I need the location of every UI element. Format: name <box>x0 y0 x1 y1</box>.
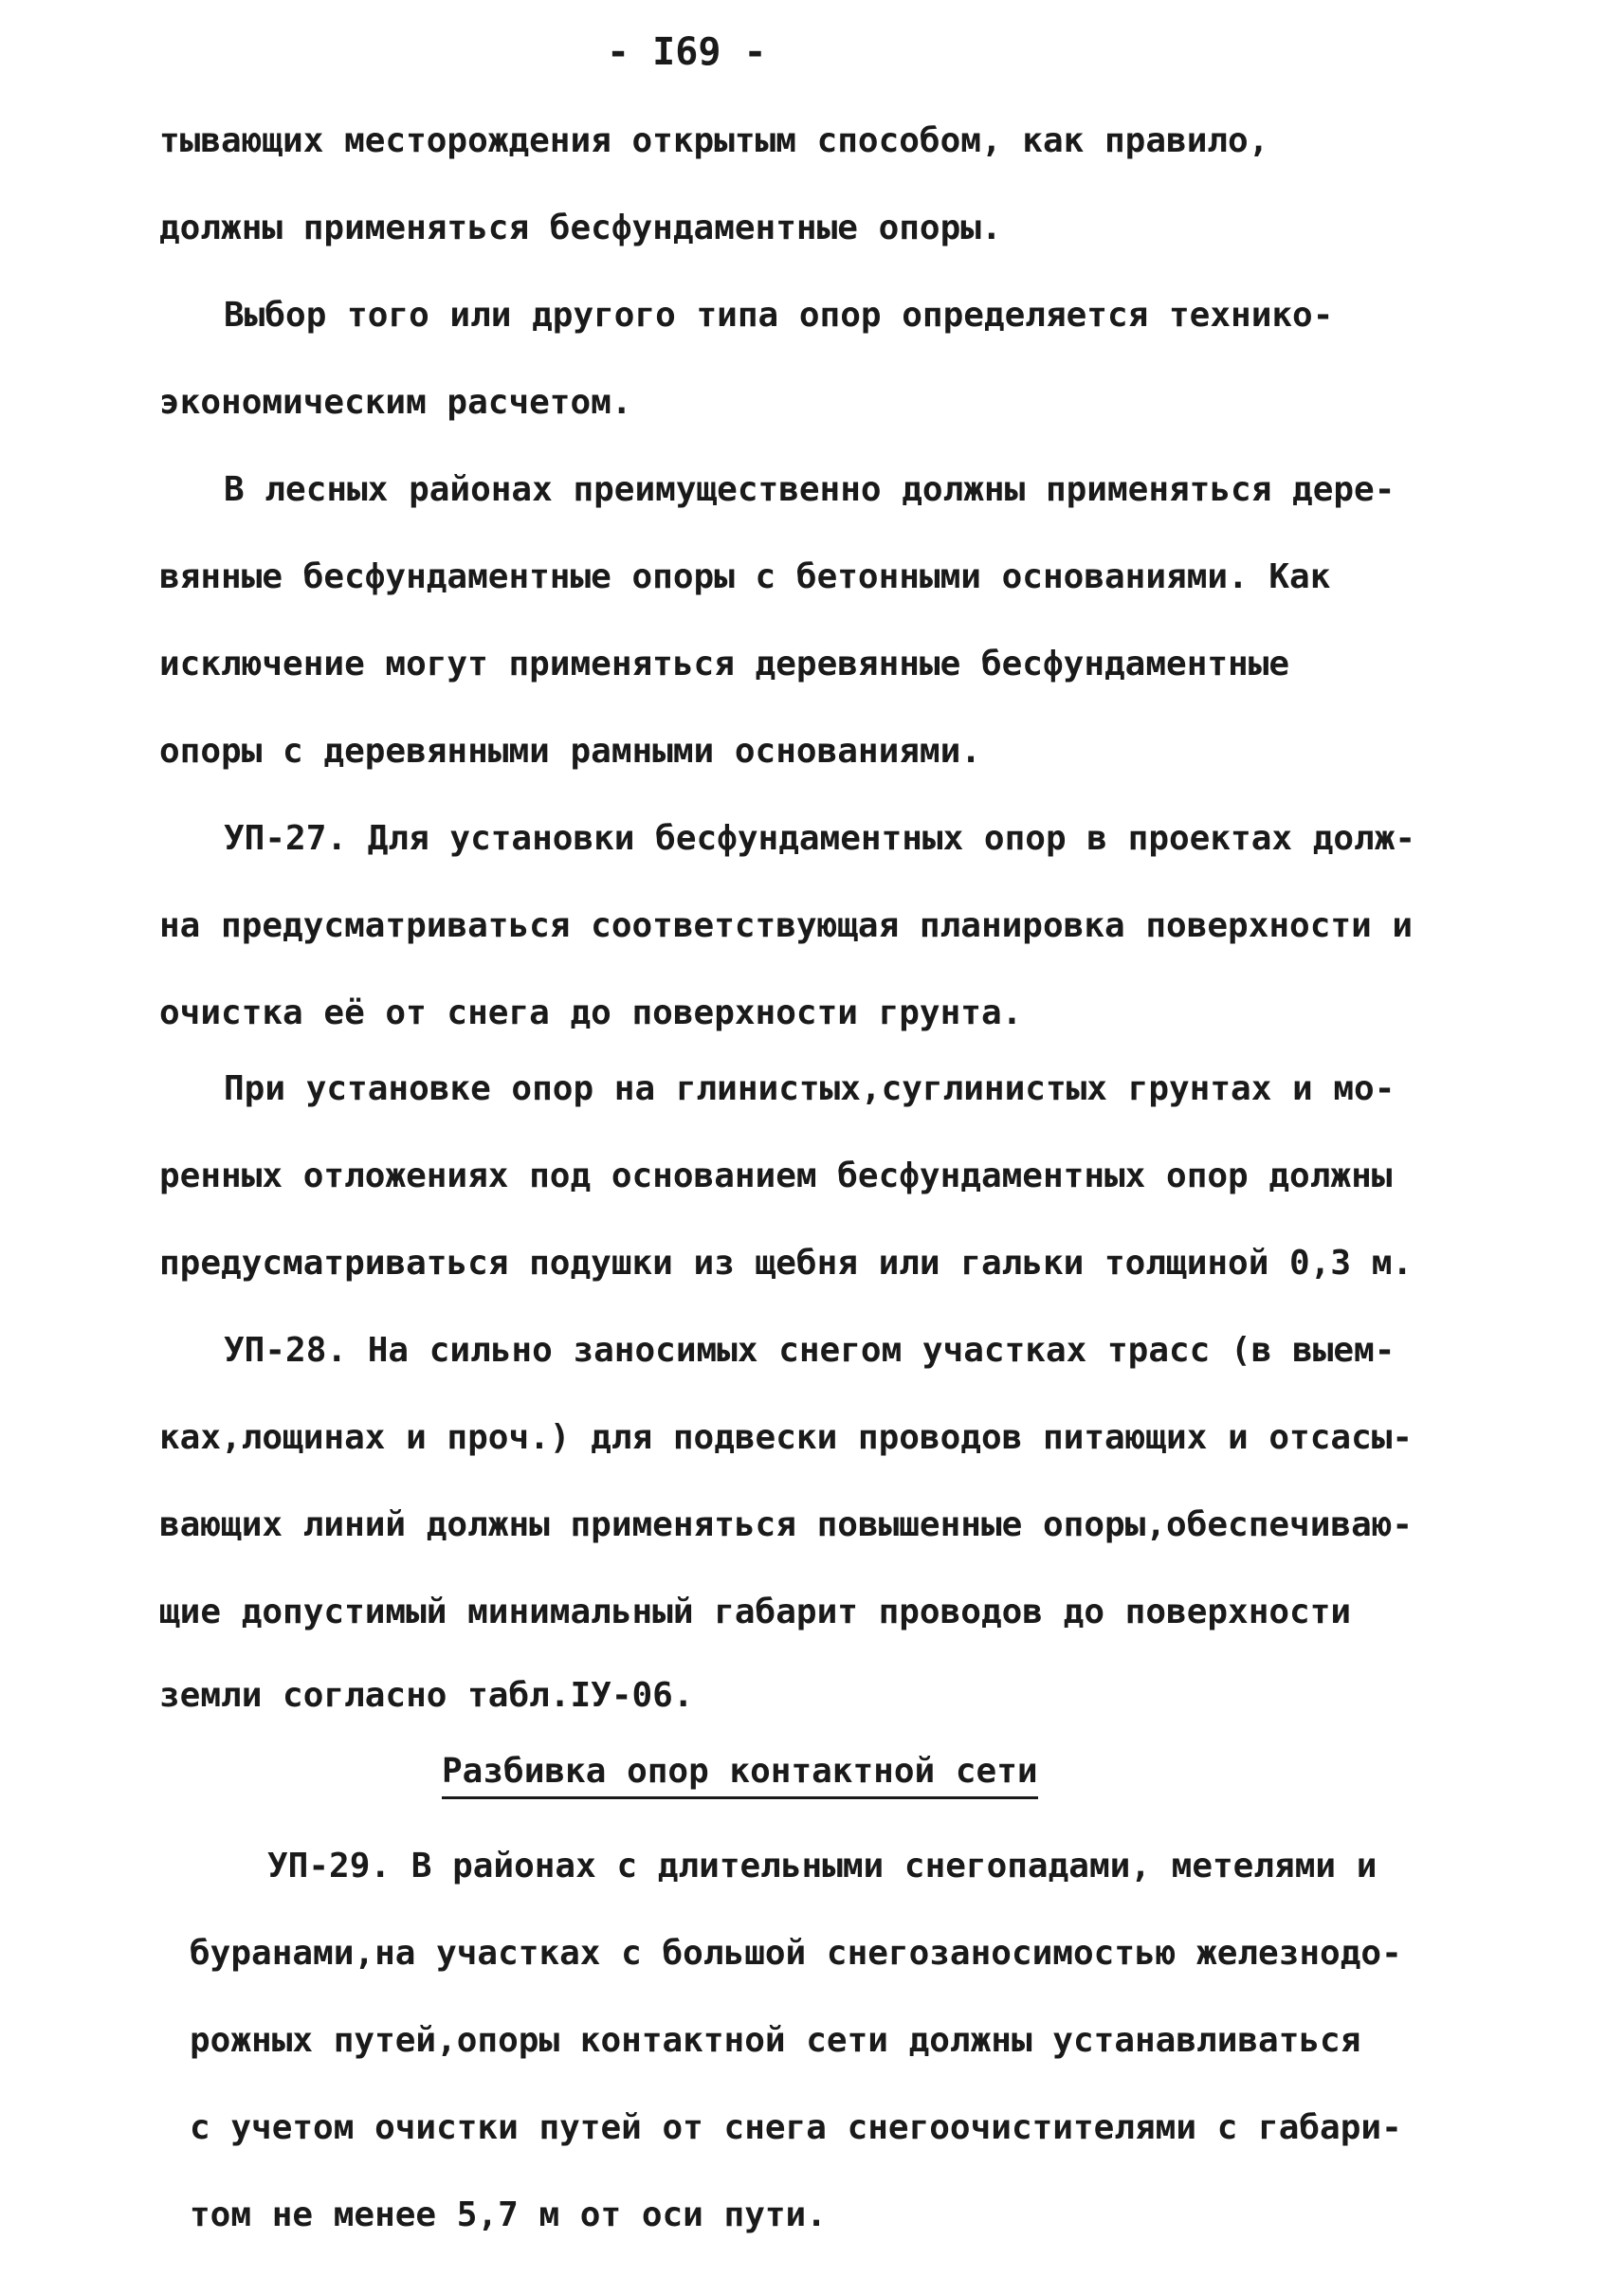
text-line: вянные бесфундаментные опоры с бетонными основаниями. Как <box>159 557 1331 596</box>
text-line: экономическим расчетом. <box>159 383 632 422</box>
text-line: рожных путей,опоры контактной сети должны устанавливаться <box>190 2021 1361 2060</box>
text-line: ренных отложениях под основанием бесфундаментных опор должны <box>159 1157 1393 1195</box>
text-line: При установке опор на глинистых,суглинистых грунтах и мо- <box>224 1069 1396 1108</box>
section-heading: Разбивка опор контактной сети <box>442 1752 1038 1799</box>
text-line: вающих линий должны применяться повышенные опоры,обеспечиваю- <box>159 1505 1414 1544</box>
text-line: УП-27. Для установки бесфундаментных опор в проектах долж- <box>224 819 1416 858</box>
text-line: том не менее 5,7 м от оси пути. <box>190 2195 827 2234</box>
text-line: должны применяться бесфундаментные опоры. <box>159 209 1002 247</box>
text-line: буранами,на участках с большой снегозаносимостью железнодо- <box>190 1934 1402 1973</box>
text-line: предусматриваться подушки из щебня или гальки толщиной 0,3 м. <box>159 1244 1414 1283</box>
text-line: щие допустимый минимальный габарит проводов до поверхности <box>159 1593 1352 1631</box>
text-line: земли согласно табл.IУ-06. <box>159 1676 694 1715</box>
text-line: ках,лощинах и проч.) для подвески проводов питающих и отсасы- <box>159 1418 1414 1457</box>
text-line: опоры с деревянными рамными основаниями. <box>159 732 981 771</box>
text-line: очистка её от снега до поверхности грунта. <box>159 993 1023 1032</box>
text-line: УП-28. На сильно заносимых снегом участках трасс (в выем- <box>224 1331 1396 1370</box>
text-line: тывающих месторождения открытым способом, как правило, <box>159 121 1269 160</box>
text-line: исключение могут применяться деревянные бесфундаментные <box>159 645 1290 683</box>
text-line: с учетом очистки путей от снега снегоочистителями с габари- <box>190 2108 1402 2147</box>
text-line: В лесных районах преимущественно должны применяться дере- <box>224 470 1396 509</box>
text-line: Выбор того или другого типа опор определяется технико- <box>224 296 1334 335</box>
page-number: - I69 - <box>607 30 767 74</box>
text-line: на предусматриваться соответствующая планировка поверхности и <box>159 906 1414 945</box>
text-line: УП-29. В районах с длительными снегопадами, метелями и <box>267 1847 1378 1885</box>
